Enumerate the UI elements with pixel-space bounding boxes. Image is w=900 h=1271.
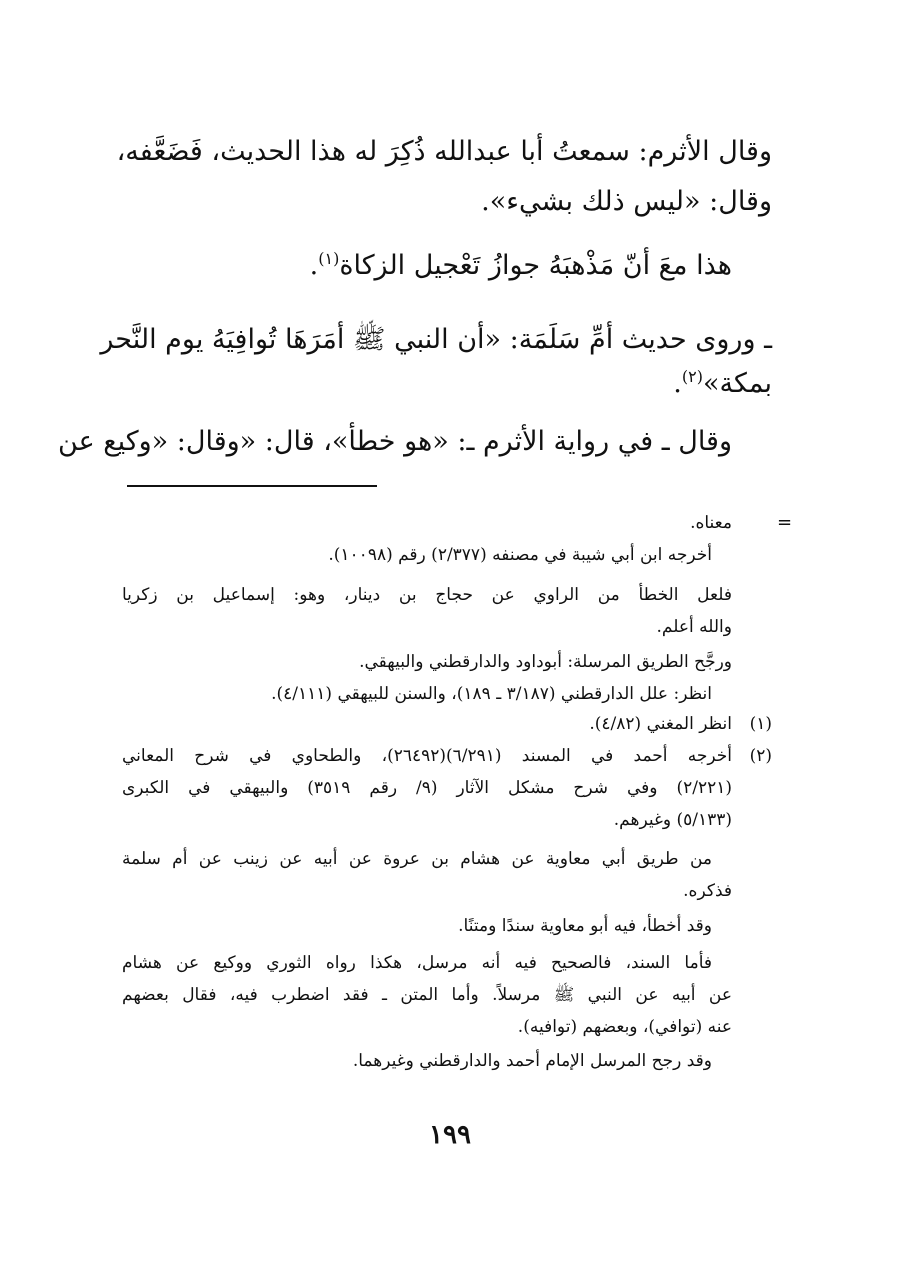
footnote-2-line: عن أبيه عن النبي ﷺ مرسلاً. وأما المتن ـ فقد اضطرب فيه، فقال بعضهم bbox=[122, 985, 732, 1005]
main-line-3-end: . bbox=[309, 250, 319, 281]
footnote-2-line: وقد رجح المرسل الإمام أحمد والدارقطني وغيرهما. bbox=[352, 1051, 712, 1071]
main-line-1: وقال الأثرم: سمعتُ أبا عبدالله ذُكِرَ له هذا الحديث، فَضَعَّفه، bbox=[116, 136, 772, 167]
footnote-ref-1: (١) bbox=[318, 249, 340, 268]
main-line-5-end: . bbox=[673, 368, 682, 399]
footnote-1-text: انظر المغني (٤/٨٢). bbox=[589, 714, 732, 734]
main-line-2: وقال: «ليس ذلك بشيء». bbox=[481, 186, 772, 217]
main-line-3 bbox=[84, 246, 732, 286]
footnote-line: معناه. bbox=[690, 513, 732, 533]
continuation-mark: = bbox=[777, 512, 793, 533]
main-line-5 bbox=[124, 364, 772, 404]
footnote-2-line: (٢/٢٢١) وفي شرح مشكل الآثار (٩/ رقم ٣٥١٩) والبيهقي في الكبرى bbox=[122, 778, 732, 798]
footnote-line: أخرجه ابن أبي شيبة في مصنفه (٢/٣٧٧) رقم (١٠٠٩٨). bbox=[328, 545, 712, 565]
footnote-line: ورجَّح الطريق المرسلة: أبوداود والدارقطني والبيهقي. bbox=[359, 652, 732, 672]
footnote-ref-2: (٢) bbox=[681, 367, 703, 386]
main-line-3-text: هذا معَ أنّ مَذْهبَهُ جوازُ تَعْجيل الزكاة bbox=[339, 250, 732, 281]
footnote-2-line: فأما السند، فالصحيح فيه أنه مرسل، هكذا رواه الثوري ووكيع عن هشام bbox=[122, 953, 712, 973]
main-line-5-text: بمكة» bbox=[702, 368, 772, 399]
footnote-2-line: أخرجه أحمد في المسند (٦/٢٩١)(٢٦٤٩٢)، والطحاوي في شرح المعاني bbox=[122, 746, 732, 766]
footnote-number-1: (١) bbox=[749, 714, 772, 734]
footnote-2-line: وقد أخطأ، فيه أبو معاوية سندًا ومتنًا. bbox=[458, 916, 712, 936]
footnote-line: فلعل الخطأ من الراوي عن حجاج بن دينار، وهو: إسماعيل بن زكريا bbox=[122, 585, 732, 605]
footnote-2-line: (٥/١٣٣) وغيرهم. bbox=[613, 810, 732, 830]
footnote-2-line: عنه (توافي)، وبعضهم (توافيه). bbox=[517, 1017, 732, 1037]
footnote-2-line: فذكره. bbox=[683, 881, 732, 901]
main-line-4: ـ وروى حديث أمِّ سَلَمَة: «أن النبي ﷺ أمَرَهَا تُوافِيَهُ يوم النَّحر bbox=[100, 324, 772, 355]
main-line-6: وقال ـ في رواية الأثرم ـ: «هو خطأ»، قال: «وقال: «وكيع عن bbox=[58, 426, 732, 457]
footnote-separator bbox=[127, 485, 377, 487]
footnote-2-line: من طريق أبي معاوية عن هشام بن عروة عن أبيه عن زينب عن أم سلمة bbox=[122, 849, 712, 869]
footnote-line: والله أعلم. bbox=[656, 617, 732, 637]
page-number: ١٩٩ bbox=[429, 1120, 471, 1150]
footnote-number-2: (٢) bbox=[749, 746, 772, 766]
footnote-line: انظر: علل الدارقطني (٣/١٨٧ ـ ١٨٩)، والسنن للبيهقي (٤/١١١). bbox=[271, 684, 712, 704]
